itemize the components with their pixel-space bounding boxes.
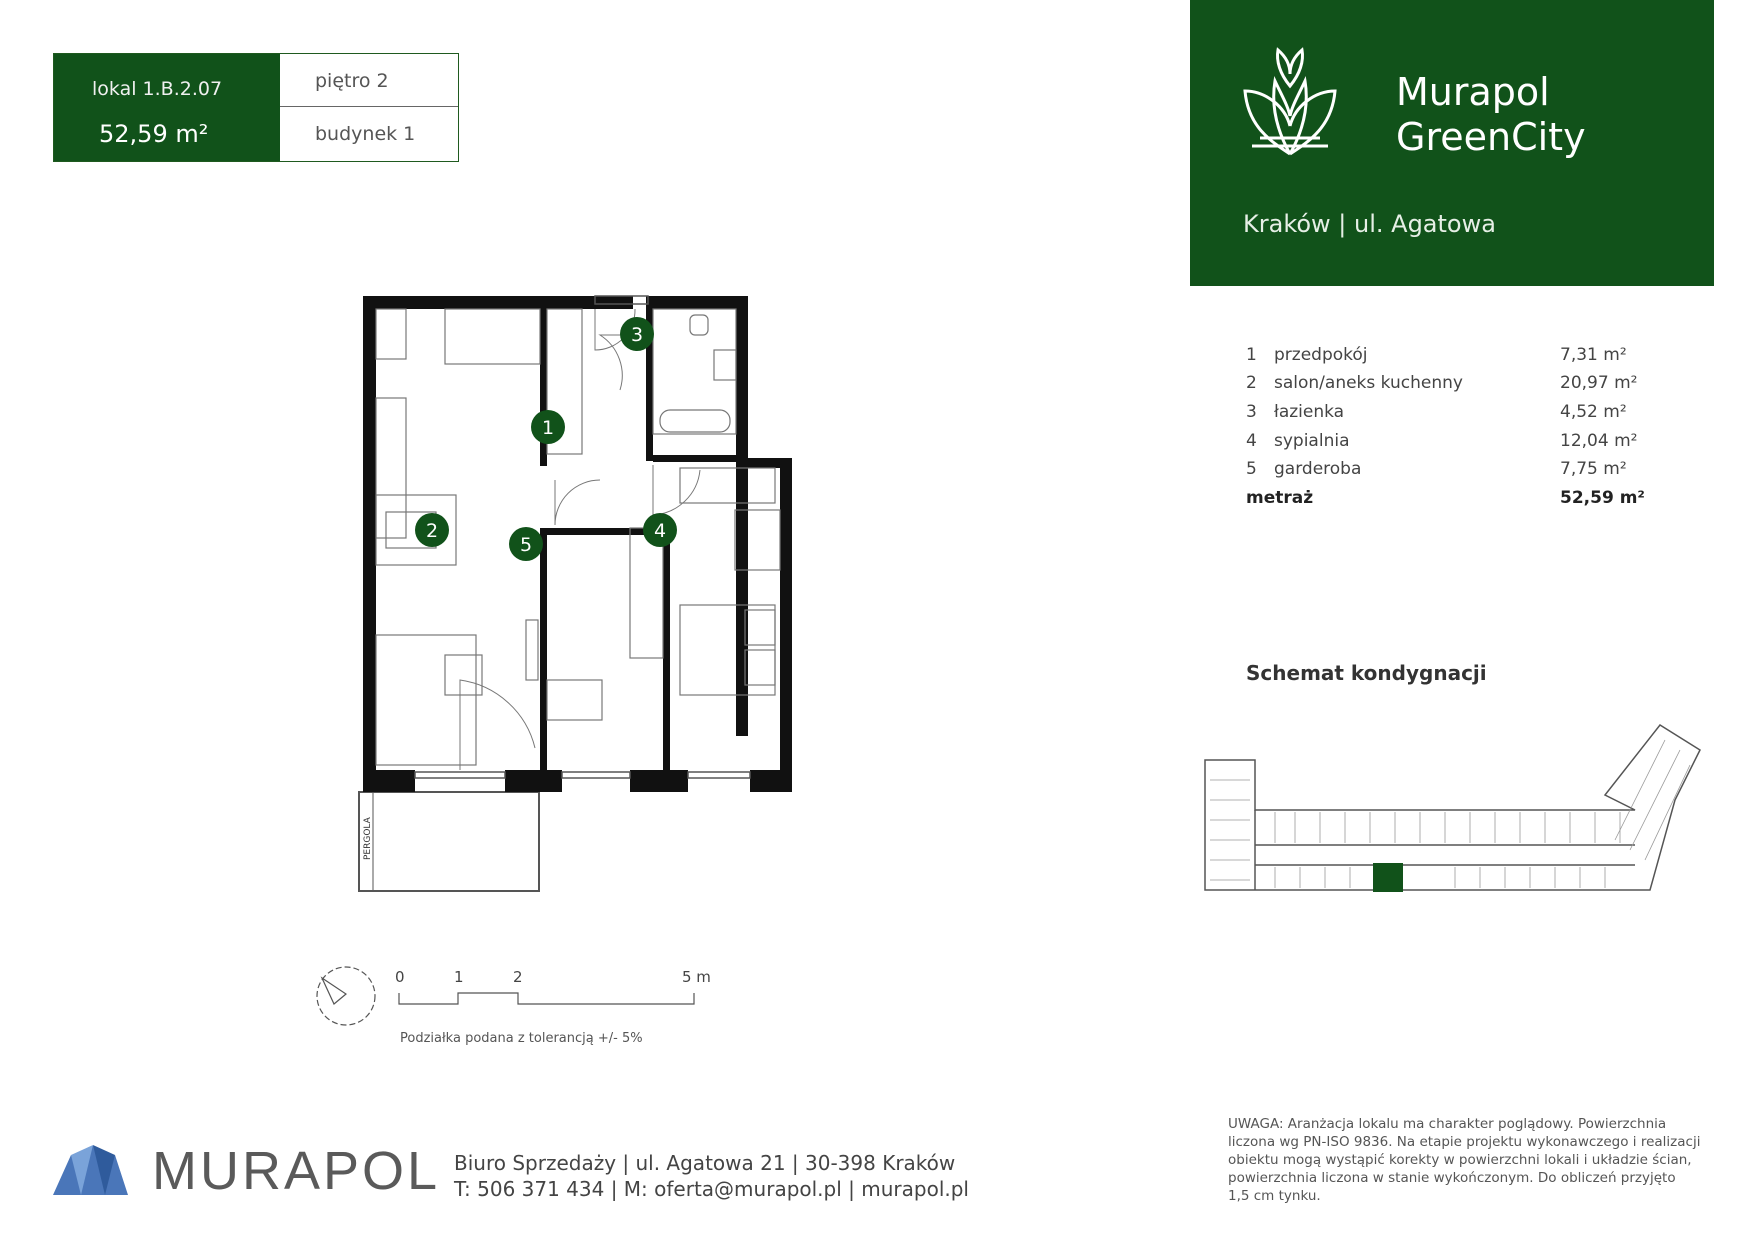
wall [505,770,562,792]
brand-name-line1: Murapol [1396,70,1550,114]
room-number: 2 [1246,373,1257,393]
room-area: 4,52 m² [1560,402,1627,422]
total-label: metraż [1246,488,1314,508]
wall [780,458,792,792]
room-number: 4 [1246,431,1257,451]
unit-area: 52,59 m² [99,120,209,148]
room-name: przedpokój [1274,345,1368,365]
office-address: Biuro Sprzedaży | ul. Agatowa 21 | 30-398 Kraków [454,1151,956,1175]
brand-name-line2: GreenCity [1396,115,1586,159]
wall [363,296,376,792]
total-area: 52,59 m² [1560,488,1645,508]
room-marker-label: 4 [653,520,667,542]
room-marker-label: 2 [425,520,439,542]
compass-icon [317,967,375,1025]
floor-plan [330,280,870,900]
unit-details [280,54,458,161]
unit-floor: piętro 2 [315,70,389,92]
tulip-logo-icon [1240,46,1340,161]
room-marker-label: 1 [541,417,555,439]
scale-tick: 2 [513,968,523,986]
wall [663,528,670,792]
balcony-outline [359,792,539,891]
murapol-logo-icon [53,1140,128,1195]
wall [736,296,748,736]
room-area: 7,31 m² [1560,345,1627,365]
room-name: garderoba [1274,459,1362,479]
total-row [1246,488,1666,510]
pergola-label: PERGOLA [363,817,373,860]
room-row [1246,402,1666,424]
room-area: 7,75 m² [1560,459,1627,479]
room-number: 3 [1246,402,1257,422]
wall [363,296,633,309]
room-name: salon/aneks kuchenny [1274,373,1463,393]
scale-note: Podziałka podana z tolerancją +/- 5% [400,1031,643,1046]
floor-schema-title: Schemat kondygnacji [1246,661,1487,685]
disclaimer-line: obiektu mogą wystąpić korekty w powierzchni lokali i układzie ścian, [1228,1152,1692,1168]
room-row [1246,431,1666,453]
room-number: 1 [1246,345,1257,365]
scale-bar [310,960,730,1035]
room-row [1246,459,1666,481]
room-name: łazienka [1274,402,1345,422]
wall [363,770,415,792]
floor-schema-diagram [1195,720,1715,900]
scale-tick: 1 [454,968,464,986]
scale-tick: 5 m [682,968,711,986]
room-row [1246,345,1666,367]
wall [630,770,688,792]
wall [540,528,547,792]
room-number: 5 [1246,459,1257,479]
disclaimer-line: powierzchnia liczona w stanie wykończonym. Do obliczeń przyjęto [1228,1170,1676,1186]
wall [653,455,740,462]
room-area: 20,97 m² [1560,373,1638,393]
disclaimer-line: 1,5 cm tynku. [1228,1188,1321,1204]
current-unit-highlight [1373,863,1403,892]
disclaimer-line: liczona wg PN-ISO 9836. Na etapie projektu wykonawczego i realizacji [1228,1134,1701,1150]
disclaimer-note [1228,1115,1708,1205]
wall [750,770,792,792]
brand-location: Kraków | ul. Agatowa [1243,210,1496,238]
unit-building: budynek 1 [315,123,416,145]
disclaimer-line: UWAGA: Aranżacja lokalu ma charakter poglądowy. Powierzchnia [1228,1116,1667,1132]
room-marker-label: 3 [630,324,644,346]
unit-number: lokal 1.B.2.07 [92,78,223,100]
room-name: sypialnia [1274,431,1350,451]
scale-tick: 0 [395,968,405,986]
unit-summary [54,54,280,161]
room-area: 12,04 m² [1560,431,1638,451]
brand-box [1190,0,1714,286]
unit-info-box [53,53,459,162]
room-row [1246,373,1666,395]
murapol-logo-text: MURAPOL [152,1141,441,1201]
room-marker-label: 5 [519,534,533,556]
office-contact: T: 506 371 434 | M: oferta@murapol.pl | murapol.pl [454,1177,969,1201]
wall [648,296,748,309]
